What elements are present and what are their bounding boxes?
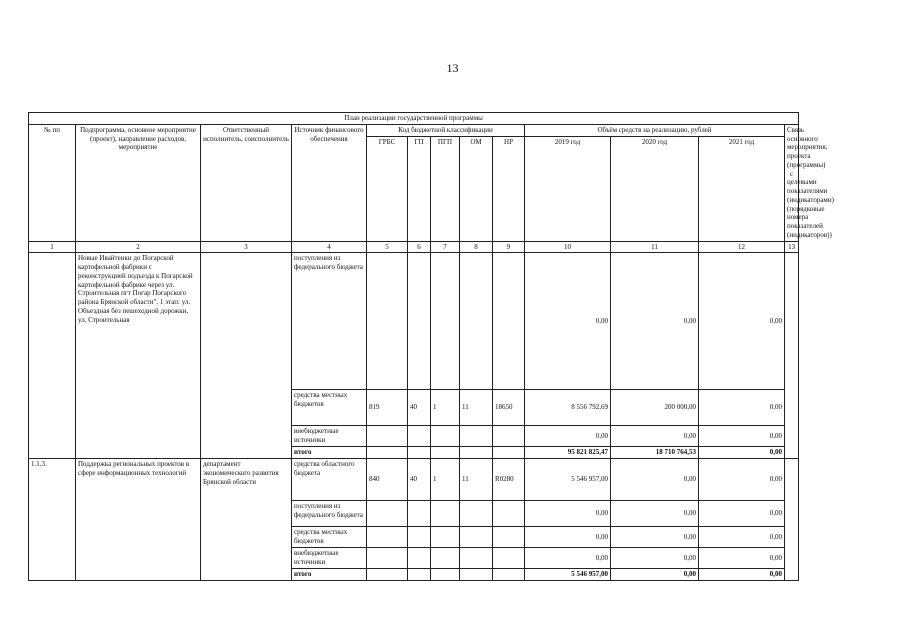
pgp-cell bbox=[431, 527, 460, 548]
np-cell bbox=[493, 569, 525, 581]
header-executor: Ответственный исполнитель, соисполнитель bbox=[201, 124, 292, 241]
grbs-cell bbox=[367, 426, 408, 447]
program-plan-table bbox=[28, 112, 834, 581]
link-cell bbox=[785, 253, 799, 459]
col-number: 2 bbox=[76, 241, 201, 253]
pgp-cell bbox=[431, 501, 460, 527]
executor bbox=[201, 253, 292, 459]
value-2021: 0,00 bbox=[699, 527, 785, 548]
gp-cell bbox=[408, 447, 431, 459]
om-cell bbox=[460, 447, 493, 459]
funding-source: внебюджетные источники bbox=[292, 548, 367, 569]
gp-cell bbox=[408, 426, 431, 447]
column-number-row bbox=[29, 241, 799, 253]
grbs-cell bbox=[367, 253, 408, 390]
grbs-cell bbox=[367, 447, 408, 459]
value-2020: 0,00 bbox=[611, 501, 699, 527]
funding-source: поступления из федерального бюджета bbox=[292, 501, 367, 527]
total-2021: 0,00 bbox=[699, 447, 785, 459]
value-2020: 200 000,00 bbox=[611, 390, 699, 426]
om-cell bbox=[460, 527, 493, 548]
header-2020: 2020 год bbox=[611, 137, 699, 241]
header-kbk-group: Код бюджетной классификации bbox=[367, 124, 525, 136]
row-num: 1.1.3. bbox=[29, 459, 76, 581]
total-2021: 0,00 bbox=[699, 569, 785, 581]
table-row bbox=[29, 253, 799, 390]
value-2019: 0,00 bbox=[525, 253, 611, 390]
header-om: ОМ bbox=[460, 137, 493, 241]
header-pgp: ПГП bbox=[431, 137, 460, 241]
col-number: 7 bbox=[431, 241, 460, 253]
grbs-cell bbox=[367, 501, 408, 527]
np-cell bbox=[493, 527, 525, 548]
header-num: № пп bbox=[29, 124, 76, 241]
header-grbs: ГРБС bbox=[367, 137, 408, 241]
gp-cell bbox=[408, 253, 431, 390]
col-number: 12 bbox=[699, 241, 785, 253]
funding-source: внебюджетные источники bbox=[292, 426, 367, 447]
funding-source: средства областного бюджета bbox=[292, 459, 367, 501]
value-2021: 0,00 bbox=[699, 459, 785, 501]
om-cell bbox=[460, 253, 493, 390]
value-2020: 0,00 bbox=[611, 253, 699, 390]
grbs-cell bbox=[367, 569, 408, 581]
total-2019: 5 546 957,00 bbox=[525, 569, 611, 581]
pgp-cell bbox=[431, 426, 460, 447]
gp-cell bbox=[408, 569, 431, 581]
np-cell: 18650 bbox=[493, 390, 525, 426]
header-program: Подпрограмма, основное мероприятие (проект), направление расходов, мероприятие bbox=[76, 124, 201, 241]
gp-cell bbox=[408, 548, 431, 569]
header-link: Связь основного мероприятия, проекта (программы) с целевыми показателями (индикаторами) (порядковые номера показателей (индикаторов)) bbox=[785, 124, 799, 241]
funding-source: итого bbox=[292, 447, 367, 459]
program-name: Новые Ивайтенки до Погарской картофельной фабрики с реконструкцией подъезда к Погарской картофельной фабрике через ул. Строительная пгт Погар Погарского района Брянской области". 1 этап: ул. Объездная без пешеходной дорожки, ул. Строительная bbox=[76, 253, 201, 459]
col-number: 1 bbox=[29, 241, 76, 253]
header-volume-group: Объём средств на реализацию, рублей bbox=[525, 124, 785, 136]
total-2020: 18 710 764,53 bbox=[611, 447, 699, 459]
pgp-cell bbox=[431, 253, 460, 390]
total-2019: 95 821 825,47 bbox=[525, 447, 611, 459]
col-number: 13 bbox=[785, 241, 799, 253]
col-number: 10 bbox=[525, 241, 611, 253]
value-2019: 0,00 bbox=[525, 548, 611, 569]
value-2021: 0,00 bbox=[699, 253, 785, 390]
value-2019: 8 556 792,69 bbox=[525, 390, 611, 426]
pgp-cell: 1 bbox=[431, 390, 460, 426]
col-number: 8 bbox=[460, 241, 493, 253]
grbs-cell: 840 bbox=[367, 459, 408, 501]
header-2019: 2019 год bbox=[525, 137, 611, 241]
value-2020: 0,00 bbox=[611, 548, 699, 569]
col-number: 4 bbox=[292, 241, 367, 253]
pgp-cell bbox=[431, 548, 460, 569]
value-2021: 0,00 bbox=[699, 390, 785, 426]
link-cell bbox=[785, 459, 799, 581]
executor: департамент экономического развития Брянской области bbox=[201, 459, 292, 581]
gp-cell bbox=[408, 501, 431, 527]
om-cell bbox=[460, 501, 493, 527]
gp-cell: 40 bbox=[408, 390, 431, 426]
funding-source: поступления из федерального бюджета bbox=[292, 253, 367, 390]
col-number: 11 bbox=[611, 241, 699, 253]
grbs-cell bbox=[367, 527, 408, 548]
row-num bbox=[29, 253, 76, 459]
np-cell bbox=[493, 253, 525, 390]
header-2021: 2021 год bbox=[699, 137, 785, 241]
funding-source: средства местных бюджетов bbox=[292, 527, 367, 548]
value-2020: 0,00 bbox=[611, 459, 699, 501]
pgp-cell: 1 bbox=[431, 459, 460, 501]
header-np: НР bbox=[493, 137, 525, 241]
program-name: Поддержка региональных проектов в сфере информационных технологий bbox=[76, 459, 201, 581]
value-2021: 0,00 bbox=[699, 548, 785, 569]
pgp-cell bbox=[431, 569, 460, 581]
np-cell: R0280 bbox=[493, 459, 525, 501]
np-cell bbox=[493, 501, 525, 527]
om-cell bbox=[460, 569, 493, 581]
funding-source: итого bbox=[292, 569, 367, 581]
total-2020: 0,00 bbox=[611, 569, 699, 581]
om-cell: 11 bbox=[460, 459, 493, 501]
value-2019: 0,00 bbox=[525, 426, 611, 447]
value-2019: 0,00 bbox=[525, 501, 611, 527]
value-2021: 0,00 bbox=[699, 426, 785, 447]
header-gp: ГП bbox=[408, 137, 431, 241]
grbs-cell bbox=[367, 548, 408, 569]
gp-cell: 40 bbox=[408, 459, 431, 501]
funding-source: средства местных бюджетов bbox=[292, 390, 367, 426]
col-number: 9 bbox=[493, 241, 525, 253]
col-number: 3 bbox=[201, 241, 292, 253]
np-cell bbox=[493, 548, 525, 569]
np-cell bbox=[493, 426, 525, 447]
col-number: 6 bbox=[408, 241, 431, 253]
col-number: 5 bbox=[367, 241, 408, 253]
table-row bbox=[29, 459, 799, 501]
value-2020: 0,00 bbox=[611, 527, 699, 548]
value-2021: 0,00 bbox=[699, 501, 785, 527]
value-2020: 0,00 bbox=[611, 426, 699, 447]
page-number: 13 bbox=[446, 61, 459, 75]
np-cell bbox=[493, 447, 525, 459]
table-caption: План реализации государственной программы bbox=[29, 113, 799, 125]
gp-cell bbox=[408, 527, 431, 548]
om-cell: 11 bbox=[460, 390, 493, 426]
header-source: Источник финансового обеспечения bbox=[292, 124, 367, 241]
om-cell bbox=[460, 548, 493, 569]
pgp-cell bbox=[431, 447, 460, 459]
om-cell bbox=[460, 426, 493, 447]
grbs-cell: 819 bbox=[367, 390, 408, 426]
value-2019: 0,00 bbox=[525, 527, 611, 548]
value-2019: 5 546 957,00 bbox=[525, 459, 611, 501]
